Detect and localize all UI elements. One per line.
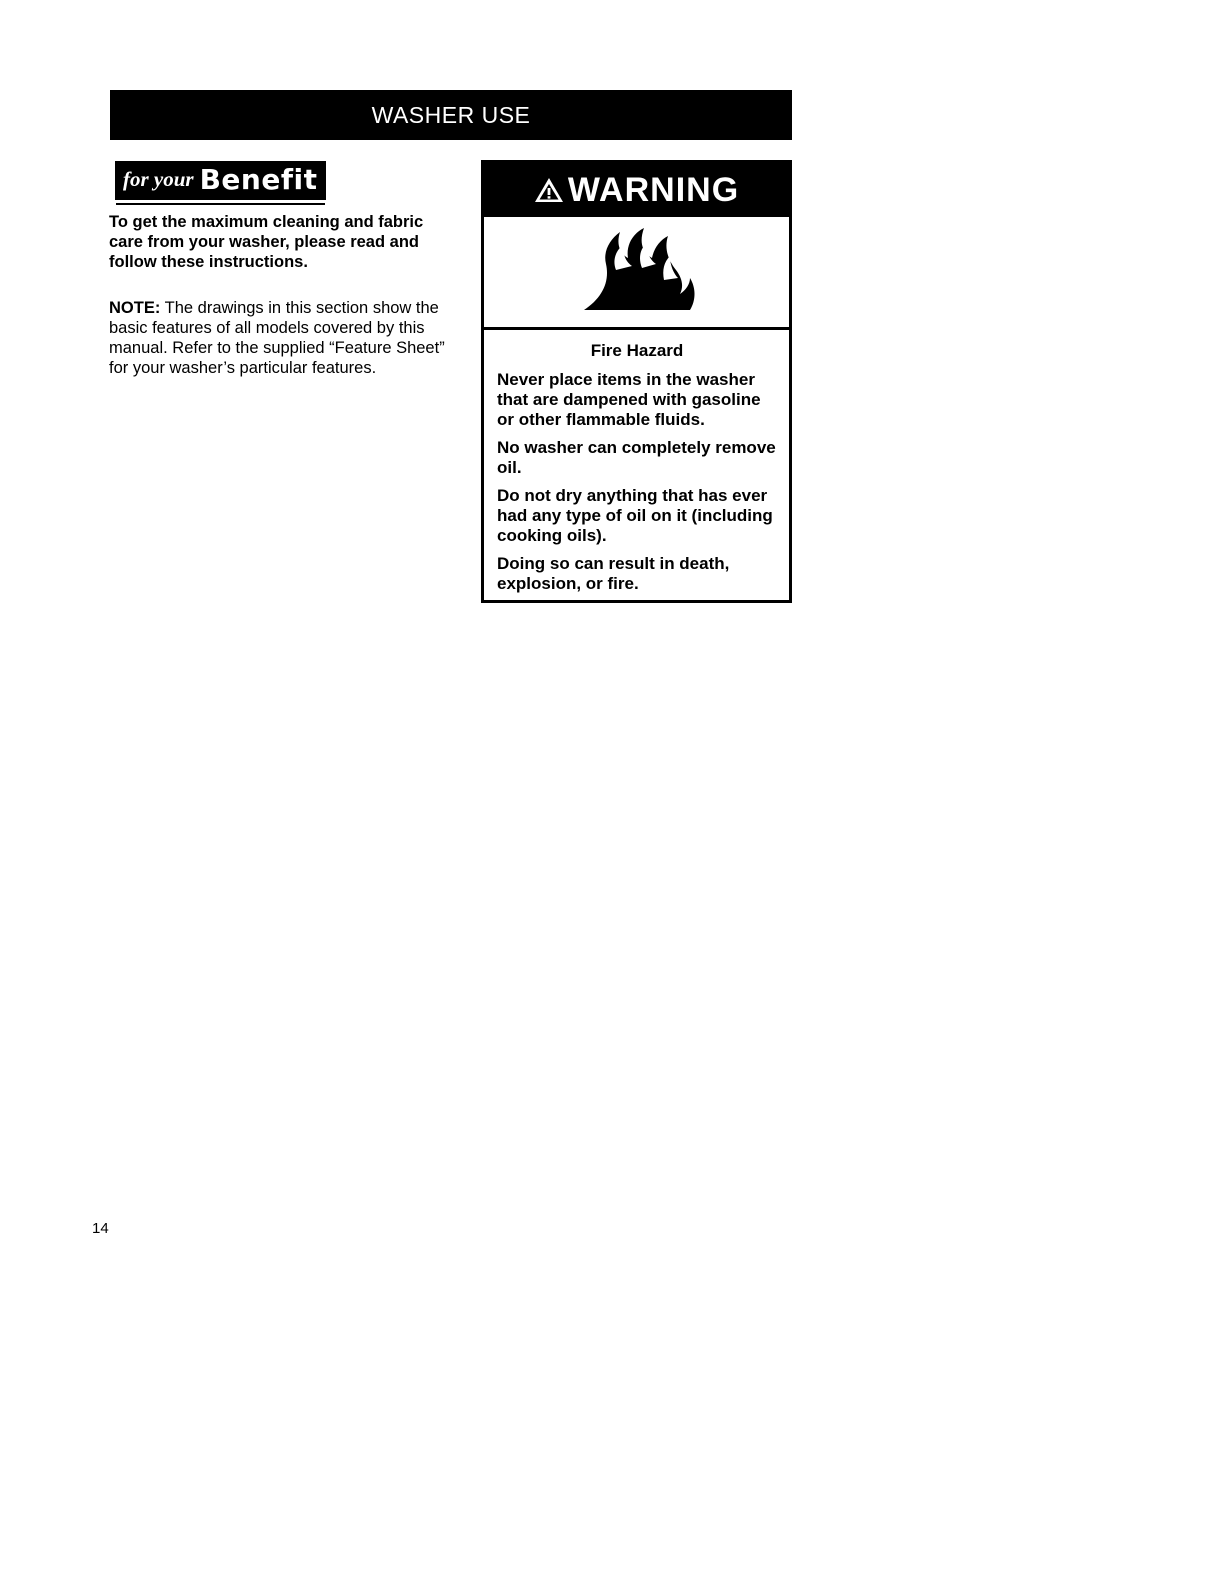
warning-box — [481, 160, 792, 603]
section-title-bar — [110, 90, 792, 140]
warning-header — [484, 163, 789, 217]
note-paragraph — [109, 298, 454, 378]
warning-body — [484, 330, 789, 594]
fire-icon — [572, 224, 702, 320]
note-label: NOTE: — [109, 299, 161, 317]
warning-paragraph: No washer can completely remove oil. — [497, 438, 776, 477]
symbol-area — [484, 217, 789, 330]
badge-benefit: Benefit — [199, 162, 318, 196]
note-text: The drawings in this section show the basic features of all models covered by this manual. Refer to the supplied “Feature Sheet” for your washer’s particular features. — [109, 299, 445, 377]
warning-triangle-icon — [534, 177, 564, 203]
hazard-title: Fire Hazard — [590, 341, 684, 360]
page-number: 14 — [92, 1220, 109, 1237]
warning-paragraph: Never place items in the washer that are dampened with gasoline or other flammable fluids. — [497, 370, 761, 429]
warning-paragraph: Do not dry anything that has ever had any type of oil on it (including cooking oils). — [497, 486, 773, 545]
warning-header-text: WARNING — [567, 170, 740, 209]
section-title: WASHER USE — [371, 101, 531, 128]
badge-for-your: for your — [123, 166, 194, 191]
warning-paragraph: Doing so can result in death, explosion, or fire. — [497, 554, 730, 593]
for-your-benefit-badge — [115, 161, 326, 200]
intro-text: To get the maximum cleaning and fabric care from your washer, please read and follow these instructions. — [109, 213, 424, 271]
